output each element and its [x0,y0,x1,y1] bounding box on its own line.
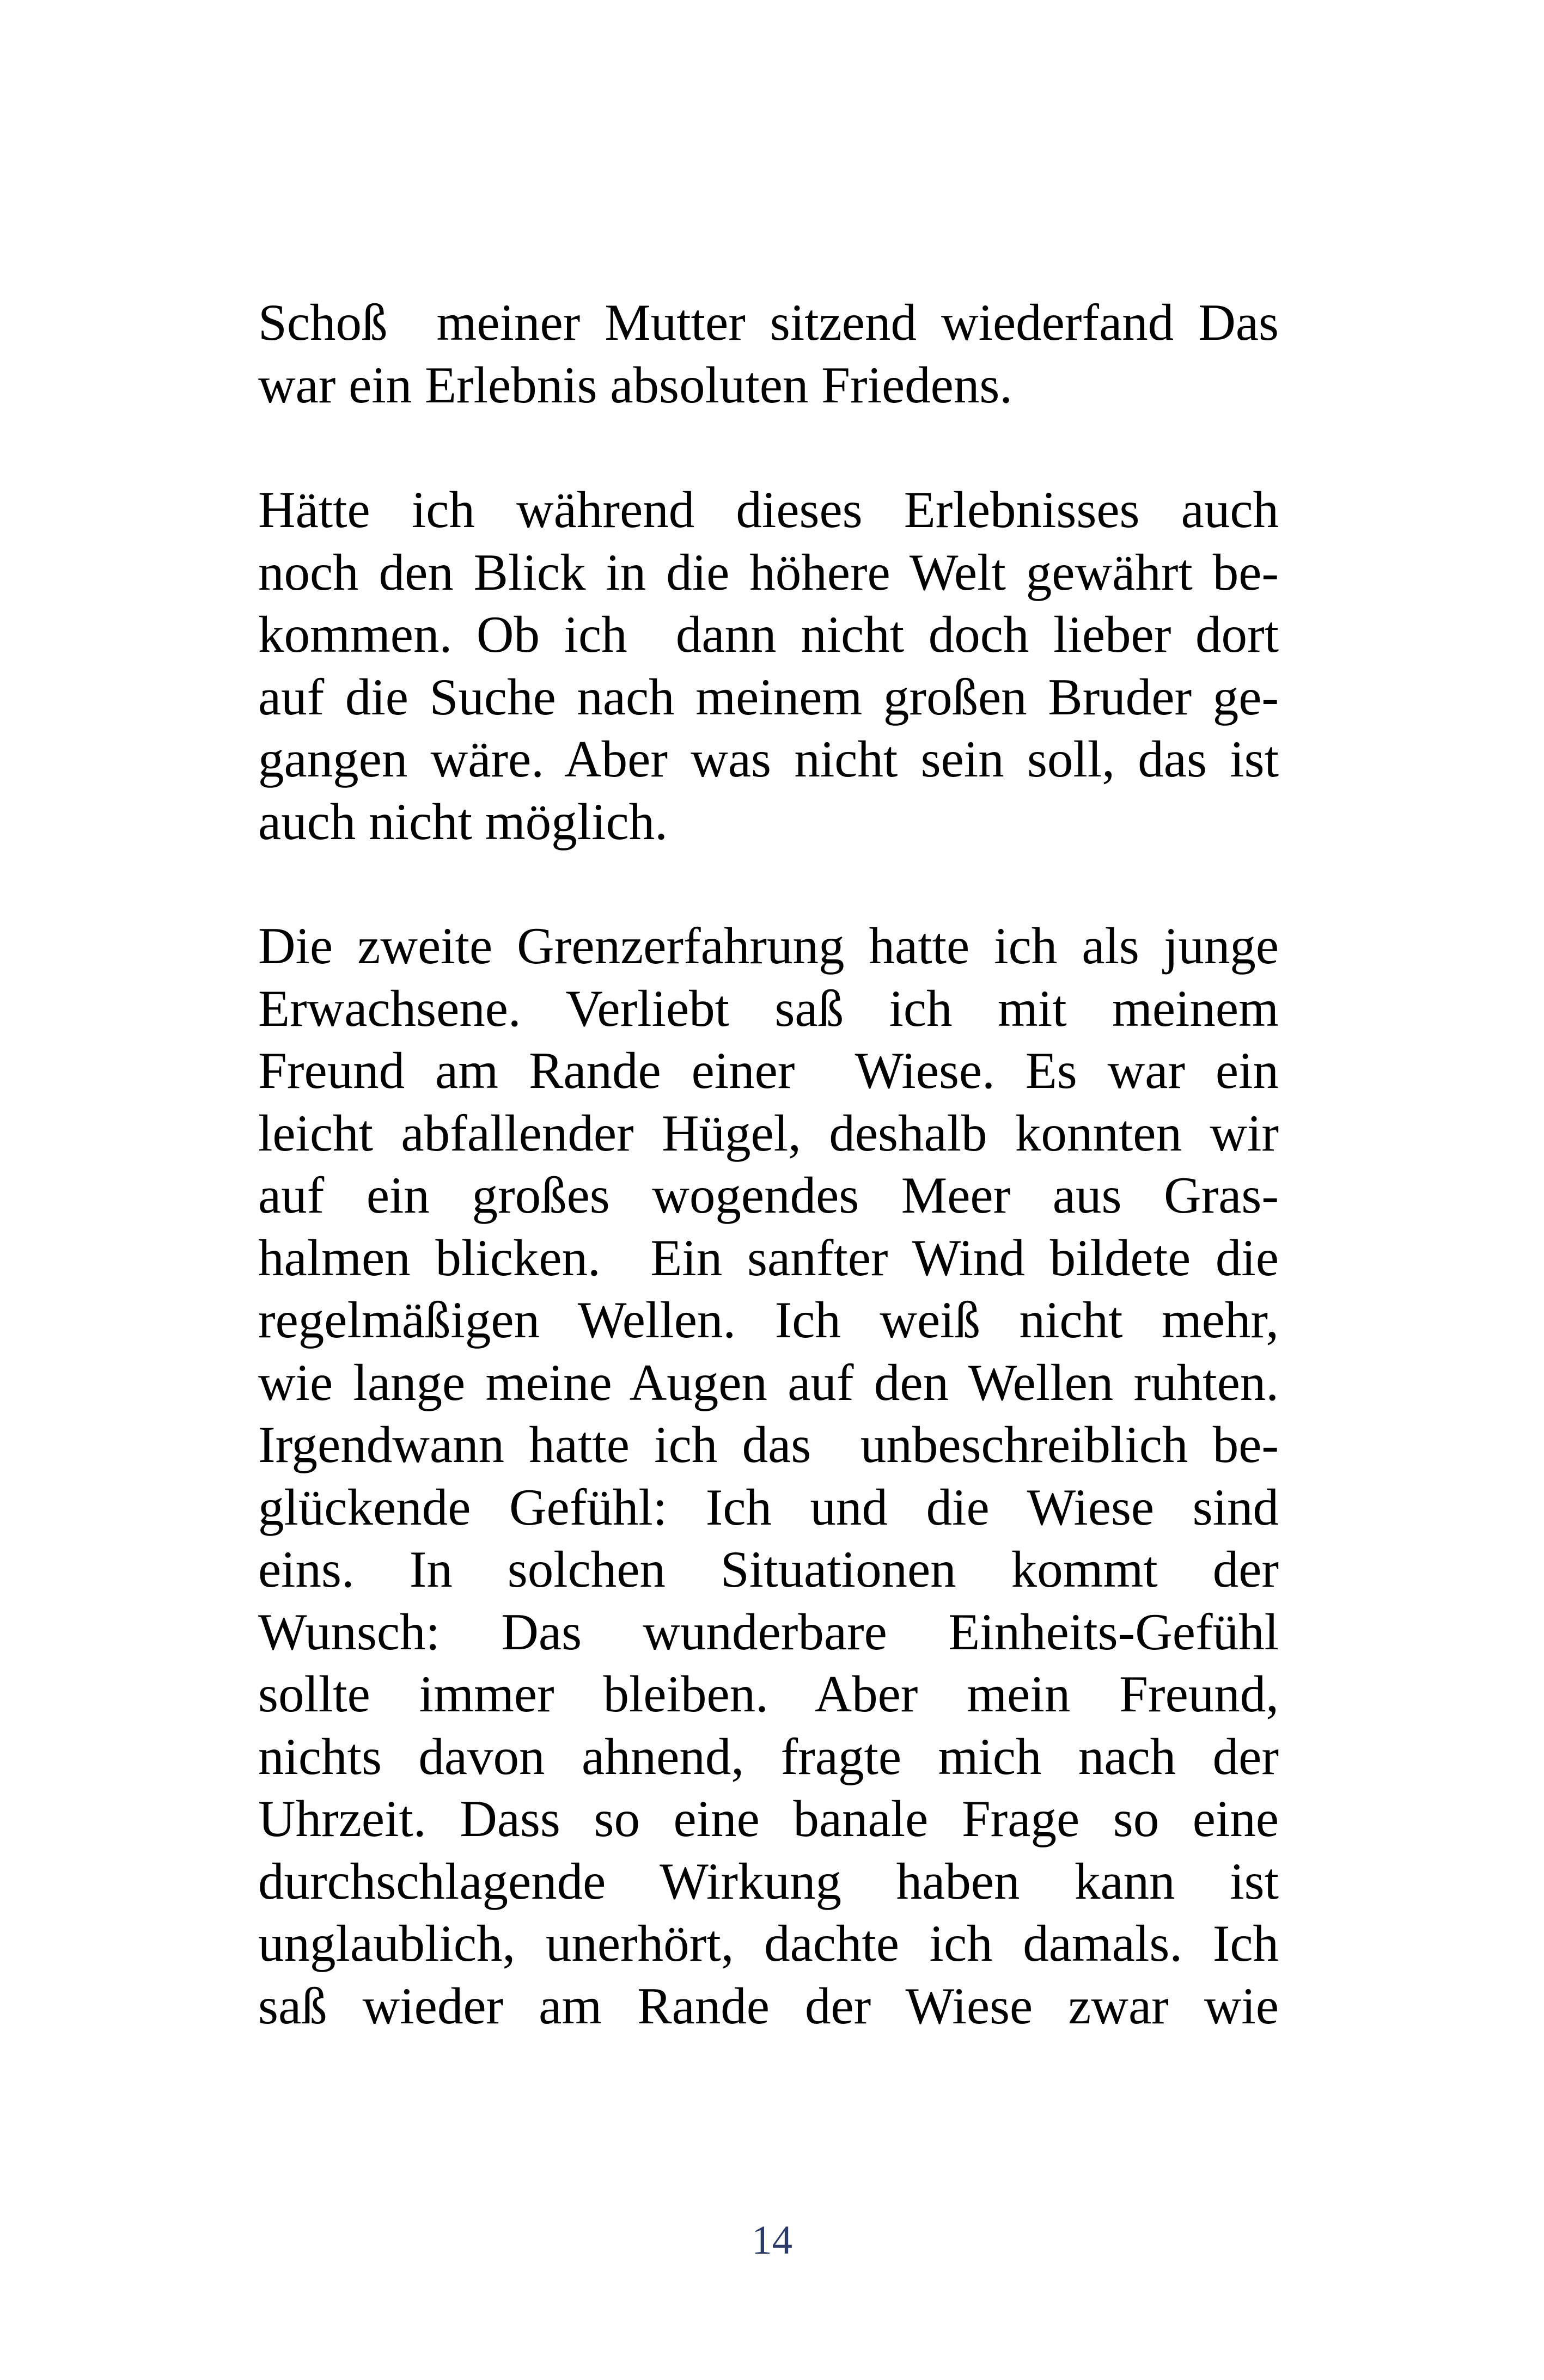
text-line: war ein Erlebnis absoluten Friedens. [258,356,1013,414]
text-line: durchschlagende Wirkung haben kann ist [258,1852,1279,1910]
text-line: kommen. Ob ich dann nicht doch lieber dort [258,605,1279,663]
text-line: Freund am Rande einer Wiese. Es war ein [258,1042,1279,1099]
text-line: Die zweite Grenzerfahrung hatte ich als junge [258,917,1279,975]
text-line: wie lange meine Augen auf den Wellen ruhten. [258,1353,1279,1411]
text-line: saß wieder am Rande der Wiese zwar wie [258,1977,1279,2035]
text-line: sollte immer bleiben. Aber mein Freund, [258,1665,1279,1723]
text-line: Uhrzeit. Dass so eine banale Frage so eine [258,1790,1279,1847]
text-line: auf ein großes wogendes Meer aus Gras- [258,1166,1279,1224]
text-line: Erwachsene. Verliebt saß ich mit meinem [258,979,1279,1037]
paragraph-2 [258,479,1279,853]
paragraph-3 [258,915,1279,2037]
text-line: Schoß meiner Mutter sitzend wiederfand Das [258,293,1279,351]
page-number: 14 [752,2218,792,2263]
text-line: auch nicht möglich. [258,792,668,851]
text-line: Wunsch: Das wunderbare Einheits-Gefühl [258,1602,1279,1661]
text-line: regelmäßigen Wellen. Ich weiß nicht mehr, [258,1291,1279,1349]
text-line: glückende Gefühl: Ich und die Wiese sind [258,1478,1279,1536]
text-line: auf die Suche nach meinem großen Bruder ge- [258,668,1279,726]
text-line: Hätte ich während dieses Erlebnisses auch [258,481,1279,539]
text-line: nichts davon ahnend, fragte mich nach der [258,1727,1279,1785]
paragraph-1 [258,291,1279,416]
text-line: gangen wäre. Aber was nicht sein soll, das ist [258,730,1279,788]
text-line: noch den Blick in die höhere Welt gewährt be- [258,543,1279,601]
text-line: Irgendwann hatte ich das unbeschreiblich be- [258,1416,1279,1473]
text-line: leicht abfallender Hügel, deshalb konnten wir [258,1104,1279,1162]
text-line: eins. In solchen Situationen kommt der [258,1540,1279,1598]
text-line: unglaublich, unerhört, dachte ich damals. Ich [258,1914,1279,1972]
text-line: halmen blicken. Ein sanfter Wind bildete die [258,1228,1279,1287]
